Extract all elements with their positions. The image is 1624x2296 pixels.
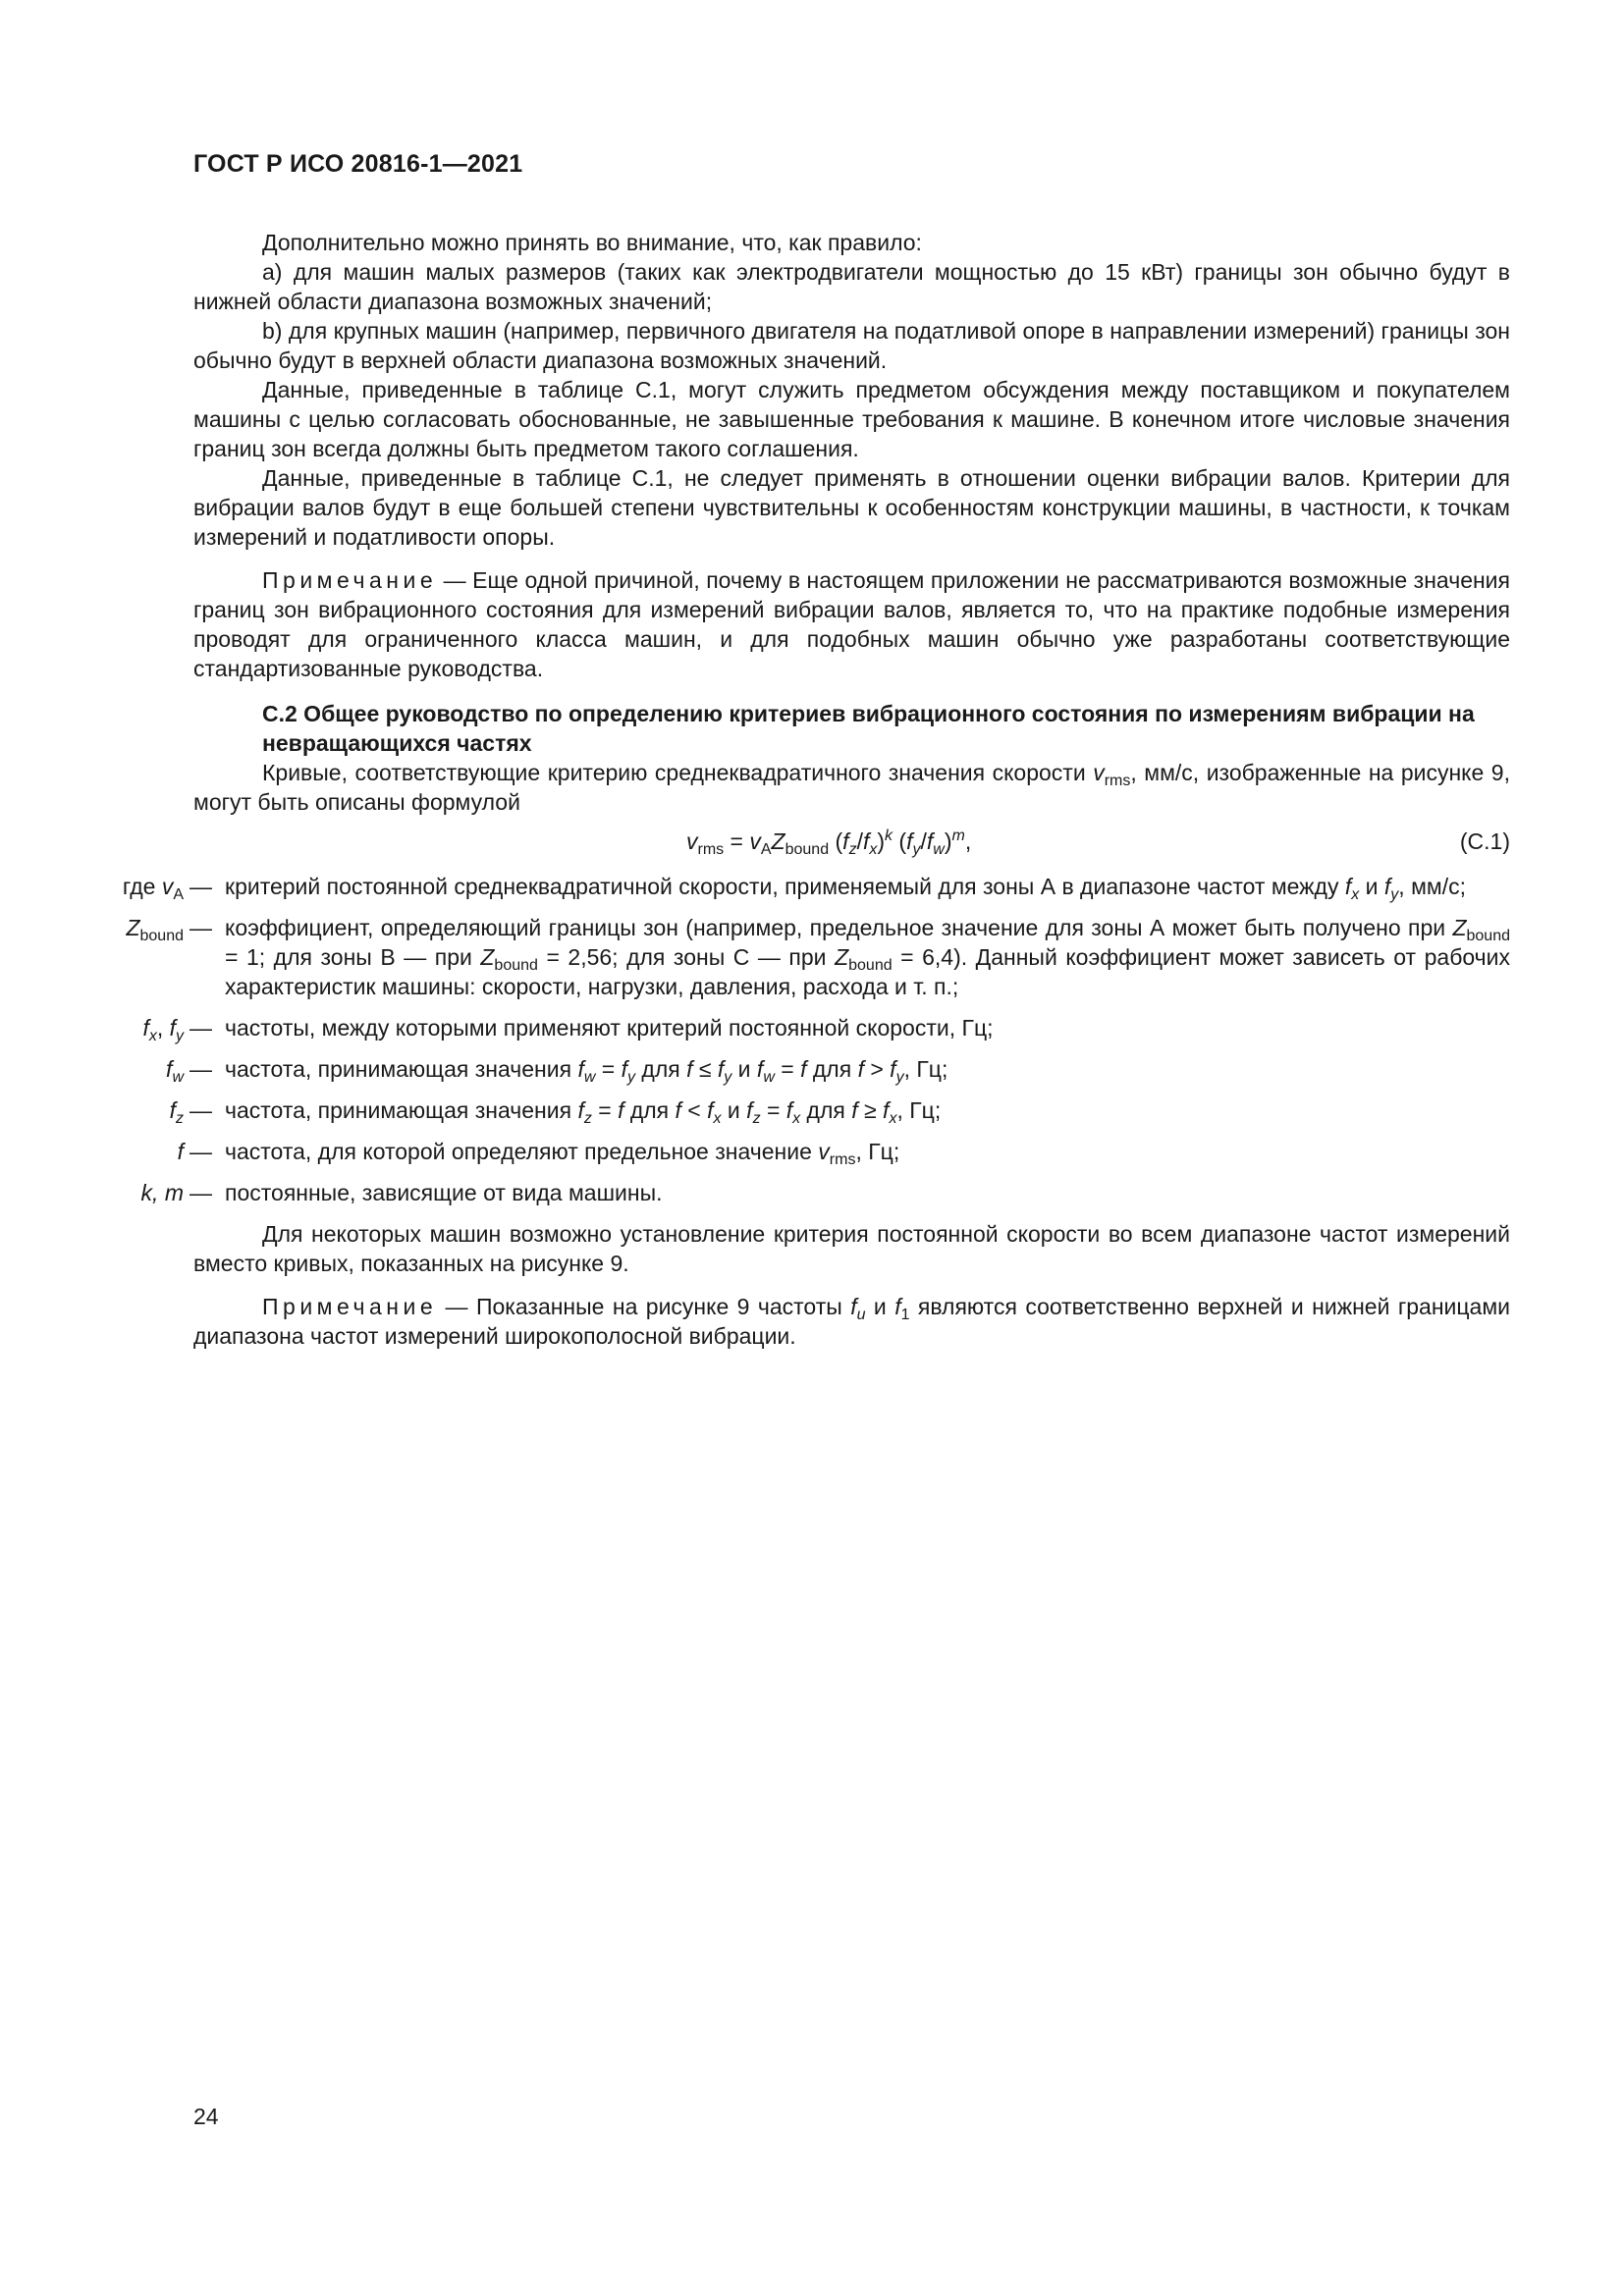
definition-text: частота, для которой определяют предельное значение $v_{rms}$, Гц; bbox=[225, 1139, 900, 1168]
note-2: Примечание — Показанные на рисунке 9 частоты $f_u$ и $f_1$ являются соответственно верхней и нижней границами диапазона частот измерений широкополосной вибрации. bbox=[193, 1294, 1510, 1349]
definition-k-m: k, m — постоянные, зависящие от вида машины. bbox=[193, 1178, 1510, 1207]
definition-symbol: f bbox=[177, 1139, 184, 1164]
definition-fw: $f_w$ — частота, принимающая значения $f_w = f_y$ для $f \le f_y$ и $f_w = f$ для $f > f_y$, Гц; bbox=[193, 1054, 1510, 1084]
note-1 bbox=[193, 565, 1510, 683]
definition-symbol: где $v_A$ bbox=[122, 874, 184, 903]
paragraph-curves: Кривые, соответствующие критерию среднеквадратичного значения скорости $v_{rms}$, мм/с, изображенные на рисунке 9, могут быть описаны формулой bbox=[193, 760, 1510, 815]
paragraph-constant-velocity: Для некоторых машин возможно установление критерия постоянной скорости во всем диапазоне частот измерений вместо кривых, показанных на рисунке 9. bbox=[193, 1221, 1510, 1276]
definition-f: f — частота, для которой определяют предельное значение $v_{rms}$, Гц; bbox=[193, 1137, 1510, 1166]
formula-c1 bbox=[193, 823, 1510, 862]
definition-zbound: $Z_{bound}$ — коэффициент, определяющий границы зон (например, предельное значение для зоны А может быть получено при $Z_{bound} = 1$; для зоны В — при $Z_{bound} = 2,56$; для зоны С — при $Z_{bound} = 6,4$). Данный коэффициент может зависеть от рабочих характеристик машины: скорости, нагрузки, давления, расхода и т. п.; bbox=[193, 913, 1510, 1001]
section-heading: С.2 Общее руководство по определению критериев вибрационного состояния по измерениям вибрации на невращающихся частях bbox=[262, 701, 1475, 756]
note-label: Примечание bbox=[262, 1294, 438, 1319]
definition-text: коэффициент, определяющий границы зон (например, предельное значение для зоны А может быть получено при $Z_{bound} = 1$; для зоны В — при $Z_{bound} = 2,56$; для зоны С — при $Z_{bound} = 6,4$). Данный коэффициент может зависеть от рабочих характеристик машины: скорости, нагрузки, давления, расхода и т. п.; bbox=[225, 915, 1510, 999]
definition-fz: $f_z$ — частота, принимающая значения $f_z = f$ для $f < f_x$ и $f_z = f_x$ для $f \ge f_x$, Гц; bbox=[193, 1095, 1510, 1125]
page-number: 24 bbox=[193, 2104, 219, 2129]
formula-expression: $v_{rms} = v_AZ_{bound}$ $(f_z/f_x)^k$ $(f_y/f_w)^m$, bbox=[686, 828, 972, 858]
paragraph-intro: Дополнительно можно принять во внимание, что, как правило: bbox=[262, 230, 922, 255]
definition-va: где $v_A$ — критерий постоянной среднеквадратичной скорости, применяемый для зоны А в диапазоне частот между $f_x$ и $f_y$, мм/с; bbox=[193, 872, 1510, 901]
definition-fx-fy: $f_x$, $f_y$ — частоты, между которыми применяют критерий постоянной скорости, Гц; bbox=[193, 1013, 1510, 1042]
list-item-a: а) для машин малых размеров (таких как электродвигатели мощностью до 15 кВт) границы зон обычно будут в нижней области диапазона возможных значений; bbox=[193, 259, 1510, 314]
definition-symbol: $f_w$ bbox=[166, 1056, 184, 1086]
standard-header: ГОСТ Р ИСО 20816-1—2021 bbox=[193, 150, 523, 178]
definition-text: частота, принимающая значения $f_w = f_y$ для $f \le f_y$ и $f_w = f$ для $f > f_y$, Гц; bbox=[225, 1056, 948, 1086]
paragraph-agreement: Данные, приведенные в таблице С.1, могут служить предметом обсуждения между поставщиком и покупателем машины с целью согласовать обоснованные, не завышенные требования к машине. В конечном итоге числовые значения границ зон всегда должны быть предметом такого соглашения. bbox=[193, 377, 1510, 461]
definition-text: частота, принимающая значения $f_z = f$ для $f < f_x$ и $f_z = f_x$ для $f \ge f_x$, Гц; bbox=[225, 1097, 942, 1127]
definition-text: постоянные, зависящие от вида машины. bbox=[225, 1180, 663, 1205]
definition-symbol: k, m bbox=[140, 1180, 184, 1205]
note-text: — Еще одной причиной, почему в настоящем приложении не рассматриваются возможные значения границ зон вибрационного состояния для измерений вибрации валов, является то, что на практике подобные измерения проводят для ограниченного класса машин, и для подобных машин обычно уже разработаны соответствующие стандартизованные руководства. bbox=[193, 567, 1510, 681]
definitions-list bbox=[122, 872, 1510, 1207]
definition-text: критерий постоянной среднеквадратичной скорости, применяемый для зоны А в диапазоне частот между $f_x$ и $f_y$, мм/с; bbox=[225, 874, 1466, 903]
definition-symbol: $f_x$, $f_y$ bbox=[142, 1015, 184, 1044]
definition-symbol: $Z_{bound}$ bbox=[126, 915, 184, 944]
definition-text: частоты, между которыми применяют критерий постоянной скорости, Гц; bbox=[225, 1015, 994, 1041]
note-label: Примечание bbox=[262, 567, 438, 593]
list-item-b: b) для крупных машин (например, первичного двигателя на податливой опоре в направлении измерений) границы зон обычно будут в верхней области диапазона возможных значений. bbox=[193, 318, 1510, 373]
definition-symbol: $f_z$ bbox=[169, 1097, 184, 1127]
paragraph-shaft-vibration: Данные, приведенные в таблице С.1, не следует применять в отношении оценки вибрации валов. Критерии для вибрации валов будут в еще большей степени чувствительны к особенностям конструкции машины, в частности, к точкам измерений и податливости опоры. bbox=[193, 465, 1510, 550]
formula-number: (С.1) bbox=[1459, 828, 1510, 854]
page-content bbox=[122, 228, 1510, 1351]
